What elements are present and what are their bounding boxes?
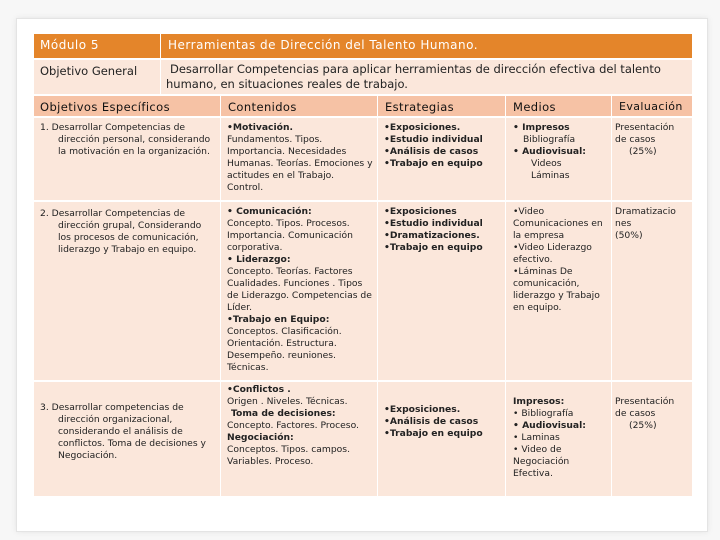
contents-topic: •Conflictos . bbox=[227, 384, 291, 395]
table-row bbox=[34, 202, 692, 380]
strategy-item: •Análisis de casos bbox=[384, 416, 479, 427]
media-cell bbox=[507, 202, 611, 380]
strategy-item: •Trabajo en equipo bbox=[384, 242, 483, 253]
contents-topic: • Liderazgo: bbox=[227, 254, 291, 265]
strategies-cell bbox=[379, 202, 505, 380]
strategy-item: •Exposiciones. bbox=[384, 404, 461, 415]
objective-text: 1. Desarrollar Competencias de dirección personal, considerando la motivación en la organización. bbox=[40, 122, 211, 157]
contents-detail: Fundamentos. Tipos. Importancia. Necesidades Humanas. Teorías. Emociones y actitudes en el Trabajo. Control. bbox=[227, 134, 373, 193]
strategy-item: •Estudio individual bbox=[384, 134, 483, 145]
evaluation-line: Dramatizacio bbox=[615, 206, 676, 217]
media-line: • Bibliografía bbox=[513, 408, 574, 419]
media-line: • Impresos bbox=[513, 122, 570, 133]
contents-topic: Toma de decisiones: bbox=[231, 408, 336, 419]
evaluation-line: de casos bbox=[615, 134, 656, 145]
evaluation-line: Presentación bbox=[615, 122, 675, 133]
evaluation-cell bbox=[613, 118, 692, 200]
strategy-item: •Trabajo en equipo bbox=[384, 428, 483, 439]
general-objective-text: Desarrollar Competencias para aplicar herramientas de dirección efectiva del talento humano, en situaciones reales de trabajo. bbox=[166, 62, 661, 91]
media-line: Videos bbox=[531, 158, 562, 169]
col-contenidos: Contenidos bbox=[228, 100, 297, 114]
evaluation-line: nes bbox=[615, 218, 632, 229]
strategy-item: •Dramatizaciones. bbox=[384, 230, 480, 241]
contents-topic: • Comunicación: bbox=[227, 206, 312, 217]
media-line: •Video Liderazgo efectivo. bbox=[513, 242, 592, 265]
module-title: Herramientas de Dirección del Talento Humano. bbox=[168, 38, 479, 52]
media-line: Impresos: bbox=[513, 396, 565, 407]
contents-detail: Concepto. Teorías. Factores Cualidades. Funciones . Tipos de Liderazgo. Competencias de Líder. bbox=[227, 266, 372, 313]
strategy-item: •Estudio individual bbox=[384, 218, 483, 229]
evaluation-line: de casos bbox=[615, 408, 656, 419]
column-divider bbox=[505, 96, 506, 496]
contents-cell bbox=[222, 118, 377, 200]
column-divider bbox=[377, 96, 378, 496]
contents-detail: Conceptos. Tipos. campos. Variables. Proceso. bbox=[227, 444, 350, 467]
strategies-cell bbox=[379, 382, 505, 496]
contents-detail: Concepto. Factores. Proceso. bbox=[227, 420, 359, 431]
evaluation-line: (50%) bbox=[615, 230, 643, 241]
contents-detail: Conceptos. Clasificación. Orientación. Estructura. Desempeño. reuniones. Técnicas. bbox=[227, 326, 342, 373]
col-evaluacion: Evaluación bbox=[619, 100, 683, 113]
general-objective-label: Objetivo General bbox=[40, 64, 138, 78]
media-line: • Laminas bbox=[513, 432, 560, 443]
table-row bbox=[34, 382, 692, 496]
strategy-item: •Exposiciones. bbox=[384, 122, 461, 133]
module-label: Módulo 5 bbox=[40, 38, 100, 52]
evaluation-line: (25%) bbox=[629, 146, 657, 157]
contents-topic: Negociación: bbox=[227, 432, 294, 443]
col-estrategias: Estrategias bbox=[385, 100, 455, 114]
col-medios: Medios bbox=[513, 100, 556, 114]
column-divider bbox=[611, 96, 612, 496]
evaluation-cell bbox=[613, 382, 692, 496]
contents-topic: •Trabajo en Equipo: bbox=[227, 314, 330, 325]
strategy-item: •Análisis de casos bbox=[384, 146, 479, 157]
strategy-item: •Trabajo en equipo bbox=[384, 158, 483, 169]
contents-detail: Origen . Niveles. Técnicas. bbox=[227, 396, 348, 407]
contents-topic: •Motivación. bbox=[227, 122, 293, 133]
media-line: Bibliografía bbox=[523, 134, 576, 145]
media-line: •Láminas De comunicación, liderazgo y Trabajo en equipo. bbox=[513, 266, 600, 313]
table-row bbox=[34, 118, 692, 200]
media-line: • Video de Negociación Efectiva. bbox=[513, 444, 570, 479]
general-objective-row bbox=[34, 60, 692, 94]
evaluation-line: Presentación bbox=[615, 396, 675, 407]
objective-text: 3. Desarrollar competencias de dirección organizacional, considerando el análisis de conflictos. Toma de decisiones y Negociación. bbox=[40, 402, 206, 461]
media-line: • Audiovisual: bbox=[513, 420, 586, 431]
objective-text: 2. Desarrollar Competencias de dirección grupal, Considerando los procesos de comunicación, liderazgo y Trabajo en equipo. bbox=[40, 208, 202, 255]
column-divider bbox=[160, 34, 161, 94]
strategy-item: •Exposiciones bbox=[384, 206, 457, 217]
strategies-cell bbox=[379, 118, 505, 200]
column-divider bbox=[220, 96, 221, 496]
module-header-row bbox=[34, 34, 692, 58]
evaluation-line: (25%) bbox=[629, 420, 657, 431]
contents-detail: Concepto. Tipos. Procesos. Importancia. Comunicación corporativa. bbox=[227, 218, 353, 253]
columns-header-row bbox=[34, 96, 692, 116]
col-objetivos: Objetivos Específicos bbox=[40, 100, 170, 114]
evaluation-cell bbox=[613, 202, 692, 380]
media-line: •Video Comunicaciones en la empresa bbox=[513, 206, 603, 241]
media-line: Láminas bbox=[531, 170, 570, 181]
media-cell bbox=[507, 118, 611, 200]
contents-cell bbox=[222, 382, 377, 496]
contents-cell bbox=[222, 202, 377, 380]
media-cell bbox=[507, 382, 611, 496]
media-line: • Audiovisual: bbox=[513, 146, 586, 157]
